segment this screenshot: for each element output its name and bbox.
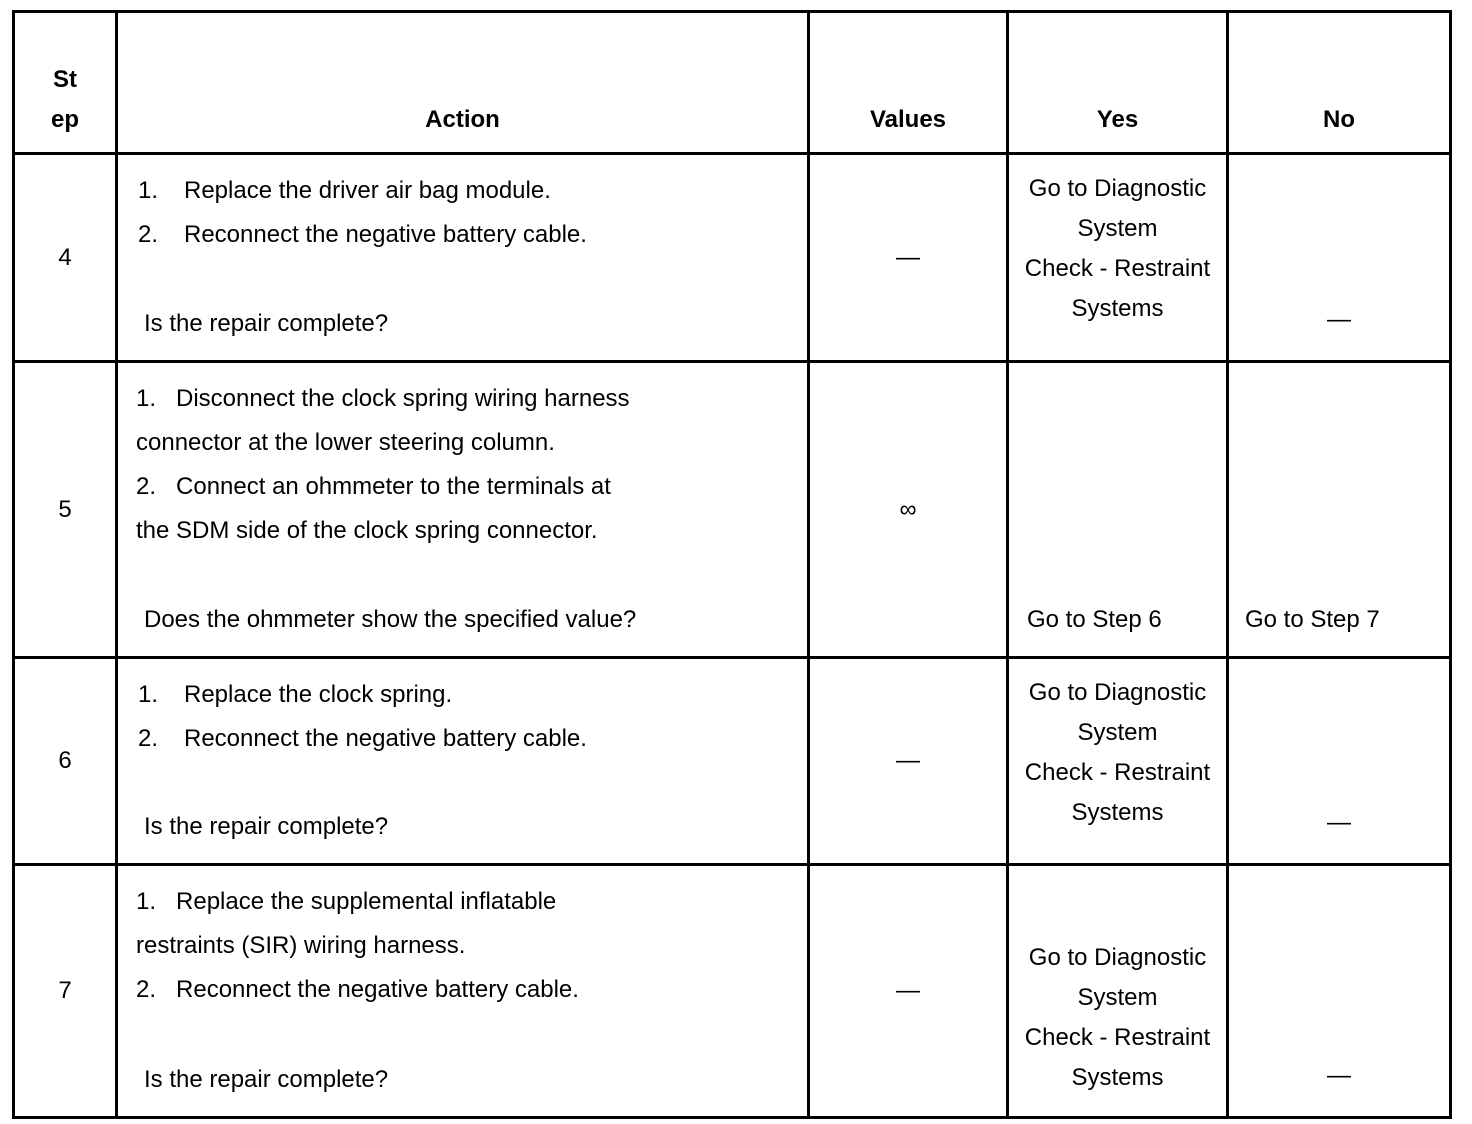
yes-cell — [1008, 865, 1228, 1118]
yes-goto-diagnostic: Go to Diagnostic System Check - Restraint Systems — [1024, 679, 1211, 826]
value-cell: ∞ — [809, 362, 1008, 658]
no-cell — [1228, 154, 1451, 362]
value-cell: — — [809, 154, 1008, 362]
yes-goto-diagnostic: Go to Diagnostic System Check - Restraint Systems — [1024, 944, 1211, 1091]
no-goto-step[interactable]: Go to Step 7 — [1245, 606, 1380, 633]
no-dash: — — [1327, 1062, 1351, 1089]
step-number: 5 — [14, 362, 117, 658]
step-number: 7 — [14, 865, 117, 1118]
no-dash: — — [1327, 809, 1351, 836]
header-no: No — [1228, 12, 1451, 154]
action-line: 1. Replace the supplemental inflatable — [136, 888, 557, 915]
value-cell: — — [809, 658, 1008, 865]
action-cell — [117, 362, 809, 658]
diagnostic-table — [12, 10, 1452, 1119]
action-item: 1. Replace the driver air bag module. — [138, 177, 551, 204]
no-dash: — — [1327, 306, 1351, 333]
action-line: 2. Reconnect the negative battery cable. — [136, 976, 579, 1003]
action-cell — [117, 658, 809, 865]
action-cell — [117, 154, 809, 362]
header-row — [14, 12, 1451, 154]
action-line: 1. Disconnect the clock spring wiring harness — [136, 385, 630, 412]
action-item: 2. Reconnect the negative battery cable. — [138, 725, 587, 752]
action-line: connector at the lower steering column. — [136, 429, 555, 456]
value-cell: — — [809, 865, 1008, 1118]
table-row — [14, 154, 1451, 362]
yes-cell — [1008, 362, 1228, 658]
yes-goto-step[interactable]: Go to Step 6 — [1027, 606, 1162, 633]
no-cell — [1228, 362, 1451, 658]
yes-goto-diagnostic: Go to Diagnostic System Check - Restraint Systems — [1024, 175, 1211, 322]
action-cell — [117, 865, 809, 1118]
no-cell — [1228, 658, 1451, 865]
action-question: Does the ohmmeter show the specified value? — [144, 606, 637, 633]
header-values: Values — [809, 12, 1008, 154]
no-cell — [1228, 865, 1451, 1118]
yes-cell — [1008, 154, 1228, 362]
action-item: 1. Replace the clock spring. — [138, 681, 453, 708]
table-row — [14, 865, 1451, 1118]
action-item: 2. Reconnect the negative battery cable. — [138, 221, 587, 248]
action-line: restraints (SIR) wiring harness. — [136, 932, 466, 959]
header-yes: Yes — [1008, 12, 1228, 154]
table-row — [14, 658, 1451, 865]
header-step — [14, 12, 117, 154]
action-line: the SDM side of the clock spring connector. — [136, 517, 598, 544]
action-question: Is the repair complete? — [144, 310, 389, 337]
action-question: Is the repair complete? — [144, 813, 389, 840]
step-number: 6 — [14, 658, 117, 865]
yes-cell — [1008, 658, 1228, 865]
header-action: Action — [117, 12, 809, 154]
table-row — [14, 362, 1451, 658]
header-step-line2: ep — [50, 106, 79, 133]
header-step-line1: St — [53, 66, 77, 93]
action-line: 2. Connect an ohmmeter to the terminals at — [136, 473, 611, 500]
action-question: Is the repair complete? — [144, 1066, 389, 1093]
step-number: 4 — [14, 154, 117, 362]
